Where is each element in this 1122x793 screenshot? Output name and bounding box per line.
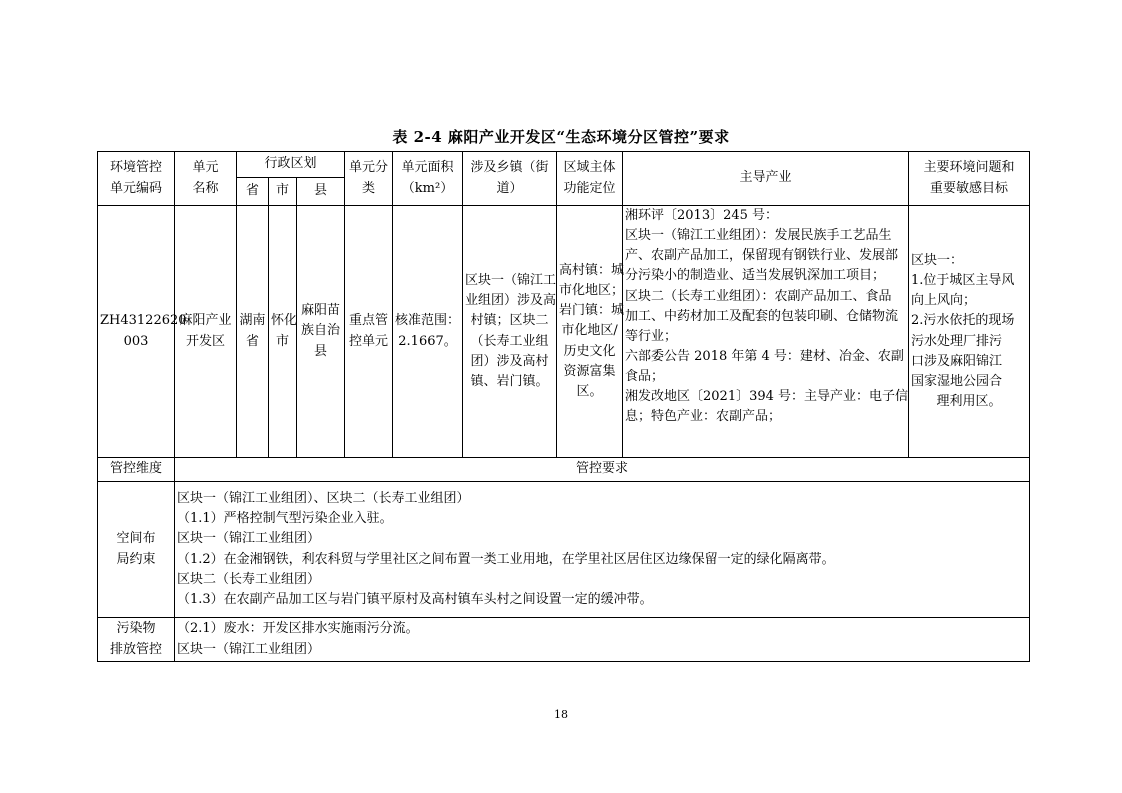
control-requirement-header: 管控要求 (175, 458, 1030, 482)
unit-category: 重点管 控单元 (345, 206, 393, 458)
header-code: 环境管控 单元编码 (98, 152, 175, 206)
unit-name: 麻阳产业 开发区 (175, 206, 237, 458)
header-towns: 涉及乡镇（街 道） (463, 152, 557, 206)
control-dimension-pollution: 污染物 排放管控 (98, 618, 175, 662)
unit-towns: 区块一（锦江工 业组团）涉及高 村镇；区块二 （长寿工业组 团）涉及高村 镇、岩门镇。 (463, 206, 557, 458)
control-dimension-header: 管控维度 (98, 458, 175, 482)
header-function: 区域主体 功能定位 (557, 152, 623, 206)
unit-code: ZH43122620 003 (98, 206, 175, 458)
unit-industry: 湘环评〔2013〕245 号： 区块一（锦江工业组团）：发展民族手工艺品生 产、农副产品加工，保留现有钢铁行业、发展部 分污染小的制造业、适当发展钒深加工项目； 区块二（长寿工业组团）：农副产品加工、食品 加工、中药材加工及配套的包装印刷、仓储物流 等行业； 六部委公告 2018 年第 4 号：建材、冶金、农副 食品； 湘发改地区〔2021〕394 号：主导产业：电子信 息；特色产业：农副产品； (623, 206, 909, 458)
unit-issues: 区块一： 1.位于城区主导风 向上风向； 2.污水依托的现场 污水处理厂排污 口涉及麻阳锦江 国家湿地公园合 理利用区。 (909, 206, 1030, 458)
requirement-line: 区块一（锦江工业组团） (177, 641, 321, 657)
requirement-line: （1.2）在金湘钢铁，利农科贸与学里社区之间布置一类工业用地，在学里社区居住区边缘保留一定的绿化隔离带。 (177, 551, 835, 567)
header-city: 市 (269, 178, 297, 206)
control-requirement-pollution (175, 618, 1030, 662)
unit-area: 核准范围： 2.1667。 (393, 206, 463, 458)
requirement-line: 区块二（长寿工业组团） (177, 571, 321, 587)
header-industry: 主导产业 (623, 152, 909, 206)
requirement-line: 区块一（锦江工业组团） (177, 531, 321, 547)
header-issues: 主要环境问题和 重要敏感目标 (909, 152, 1030, 206)
header-province: 省 (237, 178, 269, 206)
requirement-line: （1.1）严格控制气型污染企业入驻。 (177, 511, 393, 527)
control-dimension-spatial: 空间布 局约束 (98, 482, 175, 618)
requirement-line: （2.1）废水：开发区排水实施雨污分流。 (177, 621, 419, 637)
unit-province: 湖南 省 (237, 206, 269, 458)
unit-city: 怀化 市 (269, 206, 297, 458)
unit-function: 高村镇：城 市化地区； 岩门镇：城 市化地区/ 历史文化 资源富集 区。 (557, 206, 623, 458)
control-requirement-spatial (175, 482, 1030, 618)
control-table (97, 151, 1030, 662)
header-county: 县 (297, 178, 345, 206)
page-number: 18 (554, 708, 568, 721)
header-category: 单元分 类 (345, 152, 393, 206)
header-name: 单元 名称 (175, 152, 237, 206)
header-area: 单元面积 （km²） (393, 152, 463, 206)
header-admin: 行政区划 (237, 152, 345, 178)
unit-county: 麻阳苗 族自治 县 (297, 206, 345, 458)
requirement-line: 区块一（锦江工业组团）、区块二（长寿工业组团） (177, 491, 470, 507)
table-title: 表 2-4 麻阳产业开发区“生态环境分区管控”要求 (392, 128, 730, 146)
requirement-line: （1.3）在农副产品加工区与岩门镇平原村及高村镇车头村之间设置一定的缓冲带。 (177, 591, 653, 607)
